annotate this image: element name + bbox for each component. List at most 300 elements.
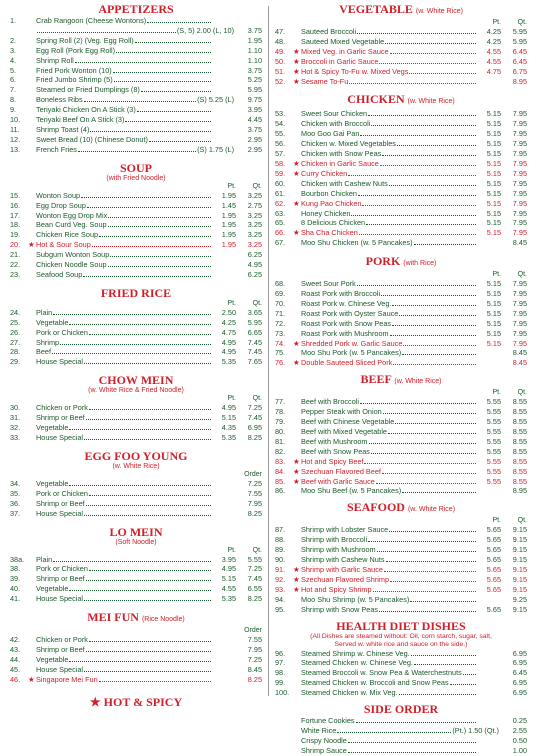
menu-item <box>10 230 262 240</box>
menu-item <box>275 668 527 678</box>
menu-item <box>275 555 527 565</box>
menu-item <box>10 655 262 665</box>
item-price-qt: 5.95 <box>247 85 262 95</box>
menu-item <box>10 433 262 443</box>
menu-item <box>275 688 527 698</box>
leader-dots <box>351 214 476 216</box>
item-number: 38a. <box>10 554 25 564</box>
item-number: 68. <box>275 279 286 289</box>
item-price-qt: 7.45 <box>247 574 262 584</box>
item-name: Singapore Mei Fun <box>36 674 98 684</box>
item-price-qt: 7.45 <box>247 413 262 423</box>
item-name: Sweet Sour Pork <box>301 279 356 289</box>
item-price-pt: 5.15 <box>486 308 501 318</box>
leader-dots <box>376 482 476 484</box>
leader-dots <box>87 206 211 208</box>
item-price-pt: 5.35 <box>221 594 236 604</box>
item-number: 22. <box>10 260 21 270</box>
price-header-pt: Pt. <box>492 271 501 279</box>
item-price-qt: 8.55 <box>512 436 527 446</box>
menu-item <box>10 46 262 56</box>
leader-dots <box>89 333 211 335</box>
leader-dots <box>373 590 476 592</box>
item-price-pt: 5.55 <box>486 436 501 446</box>
item-number: 94. <box>275 594 286 604</box>
item-number: 86. <box>275 486 286 496</box>
item-name: Sha Cha Chicken <box>301 228 358 238</box>
leader-dots <box>114 80 211 82</box>
item-price-pt: 4.95 <box>221 564 236 574</box>
leader-dots <box>366 223 476 225</box>
item-price-pt: 5.15 <box>486 218 501 228</box>
price-header-qt: Qt. <box>252 395 262 403</box>
item-price-qt: 7.95 <box>512 279 527 289</box>
section-title <box>10 2 262 16</box>
leader-dots <box>113 71 211 73</box>
spicy-star-icon: ★ <box>28 240 35 250</box>
section-title-text: EGG FOO YOUNG <box>84 448 188 463</box>
item-name: Beef with Mixed Vegetable <box>301 427 387 436</box>
item-name: Beef <box>36 347 52 357</box>
item-price-pt: 4.55 <box>221 584 236 594</box>
item-name: Moo Shu Shrimp (w. 5 Pancakes) <box>301 594 410 604</box>
item-name: Pork or Chicken <box>36 564 88 574</box>
item-price-qt: 8.95 <box>512 76 527 86</box>
section-title-text: FRIED RICE <box>100 285 172 300</box>
item-name: Roast Pork with Oyster Sauce <box>301 308 399 318</box>
item-name: Steamed Broccoli w. Snow Pea & Waterchestnuts <box>301 668 462 678</box>
item-name: Vegetable <box>36 423 69 433</box>
item-price-pt: 5.15 <box>486 289 501 299</box>
menu-item <box>275 339 527 349</box>
item-name: Fried Jumbo Shrimp (5) <box>36 75 113 85</box>
menu-item <box>275 299 527 309</box>
leader-dots <box>69 660 211 662</box>
item-number: 77. <box>275 397 286 407</box>
item-name: Double Sauteed Sliced Pork <box>301 358 393 368</box>
item-name: Chicken or Pork <box>36 403 88 413</box>
item-name: Broccoli in Garlic Sauce <box>301 56 379 66</box>
menu-item <box>10 635 262 645</box>
section-title-note: (w. White Rice) <box>407 98 455 106</box>
item-number: 84. <box>275 466 286 476</box>
section-title <box>10 610 262 627</box>
item-price-pt: 5.15 <box>486 119 501 129</box>
item-number: 92. <box>275 574 286 584</box>
item-number: 100. <box>275 688 290 698</box>
section-title <box>275 500 527 517</box>
item-price-pt: 1.95 <box>221 210 236 220</box>
item-name: Plain <box>36 307 53 317</box>
price-header <box>10 547 262 555</box>
item-name: House Special <box>36 508 84 518</box>
section-note: Served w. white rice and sauce on the side.) <box>334 640 468 648</box>
leader-dots <box>81 196 211 198</box>
menu-item <box>10 66 262 76</box>
item-number: 54. <box>275 119 286 129</box>
menu-item <box>275 575 527 585</box>
item-price-qt: 7.95 <box>512 129 527 139</box>
leader-dots <box>89 569 211 571</box>
menu-item <box>275 407 527 417</box>
leader-dots <box>53 313 211 315</box>
item-price-qt: 7.95 <box>512 109 527 119</box>
item-price-pt: 1.45 <box>221 200 236 210</box>
menu-item <box>275 437 527 447</box>
menu-section-lomein <box>10 525 262 605</box>
leader-dots <box>368 114 476 116</box>
price-header <box>275 389 527 397</box>
item-number: 57. <box>275 149 286 159</box>
item-name: Shrimp <box>36 337 60 347</box>
item-price-qt: 7.95 <box>512 298 527 308</box>
item-name: Wonton Soup <box>36 190 81 200</box>
menu-item <box>10 135 262 145</box>
item-price-qt: 9.15 <box>512 584 527 594</box>
leader-dots <box>69 428 211 430</box>
menu-item <box>275 427 527 437</box>
item-name: Hot & Spicy To-Fu w. Mixed Vegs <box>301 66 409 76</box>
leader-dots <box>364 462 476 464</box>
item-price-qt: 7.55 <box>247 488 262 498</box>
item-price-qt: 8.55 <box>512 466 527 476</box>
spicy-star-icon: ★ <box>293 456 300 466</box>
section-title-note: (w. White Rice) <box>415 8 463 15</box>
item-number: 16. <box>10 200 21 210</box>
item-name: Chicken with Snow Peas <box>301 149 382 159</box>
price-header-pt: Pt. <box>492 19 501 26</box>
item-name: Steamed Shrimp w. Chinese Veg. <box>301 648 410 658</box>
item-price-qt: 8.55 <box>512 417 527 427</box>
item-number: 85. <box>275 476 286 486</box>
item-price-qt: 7.45 <box>247 337 262 347</box>
leader-dots <box>78 150 196 152</box>
item-number: 12. <box>10 134 21 144</box>
leader-dots <box>337 731 451 733</box>
leader-dots <box>69 484 211 486</box>
item-price-pt: 5.15 <box>486 228 501 238</box>
leader-dots <box>393 363 476 365</box>
menu-right-column <box>275 0 527 756</box>
item-price-qt: 7.95 <box>247 498 262 508</box>
leader-dots <box>381 294 476 296</box>
item-price-qt: 3.75 <box>247 65 262 75</box>
price-header-qt: Qt. <box>517 271 527 279</box>
item-number: 29. <box>10 357 21 367</box>
menu-item <box>275 159 527 169</box>
menu-item <box>10 328 262 338</box>
item-name: Steamed Chicken w. Broccoli and Snow Peas <box>301 678 449 688</box>
menu-item <box>275 467 527 477</box>
menu-item <box>275 129 527 139</box>
item-price-qt: 5.25 <box>247 75 262 85</box>
leader-dots <box>463 673 476 675</box>
item-price-qt: 7.95 <box>512 318 527 328</box>
menu-item <box>10 308 262 318</box>
leader-dots <box>37 31 176 33</box>
item-name: Chicken with Cashew Nuts <box>301 178 388 188</box>
item-name: Hot and Spicy Beef <box>301 456 364 466</box>
item-name: Vegetable <box>36 317 69 327</box>
leader-dots <box>86 579 211 581</box>
leader-dots <box>409 72 476 74</box>
item-price-qt: 7.25 <box>247 478 262 488</box>
leader-dots <box>371 124 476 126</box>
spicy-star-icon: ★ <box>293 46 300 56</box>
leader-dots <box>402 491 476 493</box>
item-name: Moo Shu Beef (w. 5 Pancakes) <box>301 486 402 496</box>
menu-item <box>10 16 262 26</box>
section-title-text: SEAFOOD <box>346 500 405 515</box>
menu-item <box>10 191 262 201</box>
item-price-qt: 3.25 <box>247 210 262 220</box>
section-title-text: HEALTH DIET DISHES <box>336 618 466 633</box>
item-name: Beef with Garlic Sauce <box>301 476 375 486</box>
item-name: Shrimp Roll <box>36 55 74 65</box>
section-title <box>10 161 262 175</box>
menu-section-health <box>275 619 527 699</box>
price-header-qt: Qt. <box>517 19 527 26</box>
item-price-qt: 7.25 <box>247 564 262 574</box>
leader-dots <box>362 204 476 206</box>
leader-dots <box>379 610 476 612</box>
item-price-qt: 7.25 <box>247 654 262 664</box>
item-price-qt: 6.95 <box>247 423 262 433</box>
item-price-qt: 7.95 <box>512 119 527 129</box>
leader-dots <box>399 693 476 695</box>
item-number: 9. <box>10 105 17 115</box>
item-price-pt: 5.15 <box>486 139 501 149</box>
item-number: 43. <box>10 644 21 654</box>
item-number: 79. <box>275 417 286 427</box>
item-price-qt: 5.95 <box>512 27 527 36</box>
leader-dots <box>414 663 476 665</box>
menu-item <box>10 318 262 328</box>
leader-dots <box>386 560 476 562</box>
leader-dots <box>397 144 476 146</box>
item-number: 37. <box>10 508 21 518</box>
item-price-qt: 9.15 <box>512 574 527 584</box>
item-price-pt: 5.15 <box>486 298 501 308</box>
menu-section-beef <box>275 372 527 496</box>
item-price-pt: 1.95 <box>221 190 236 200</box>
item-name: Vegetable <box>36 478 69 488</box>
menu-section-friedrice <box>10 286 262 367</box>
menu-item <box>275 358 527 368</box>
item-price-qt: 0.50 <box>512 735 527 745</box>
item-price-qt: 2.95 <box>247 144 262 154</box>
leader-dots <box>348 741 476 743</box>
item-price-pt: 5.55 <box>486 476 501 486</box>
item-name: Beef with Broccoli <box>301 397 359 407</box>
item-price-pt: 1.95 <box>221 240 236 250</box>
leader-dots <box>348 174 476 176</box>
leader-dots <box>357 32 476 34</box>
item-name: Sweet Bread (10) (Chinese Donut) <box>36 134 148 144</box>
item-price-qt: 8.55 <box>512 427 527 436</box>
item-price-qt: 7.95 <box>512 289 527 299</box>
item-name: Subgum Wonton Soup <box>36 250 110 260</box>
menu-item <box>275 329 527 339</box>
menu-item <box>10 145 262 155</box>
item-price-qt: 7.95 <box>512 139 527 149</box>
spicy-star-icon: ★ <box>293 564 300 574</box>
item-number: 26. <box>10 327 21 337</box>
leader-dots <box>84 514 211 516</box>
menu-item <box>10 250 262 260</box>
item-price-qt: 7.55 <box>247 635 262 645</box>
item-price-pt: (Pt.) 1.50 (Qt.) <box>452 725 499 735</box>
leader-dots <box>84 599 211 601</box>
item-price-qt: 2.75 <box>247 200 262 210</box>
item-number: 21. <box>10 250 21 260</box>
item-price-pt: 5.65 <box>486 574 501 584</box>
menu-item <box>10 509 262 519</box>
item-number: 51. <box>275 66 286 76</box>
item-price-pt: (S) 5.25 (L) <box>197 95 234 105</box>
item-price-qt: 8.25 <box>247 508 262 518</box>
item-number: 1. <box>10 16 17 25</box>
menu-item <box>275 565 527 575</box>
leader-dots <box>84 438 211 440</box>
item-price-qt: 8.55 <box>512 456 527 466</box>
item-name: Hot and Spicy Shrimp <box>301 584 372 594</box>
item-number: 10. <box>10 115 21 125</box>
item-price-qt: 8.25 <box>247 594 262 604</box>
leader-dots <box>69 589 211 591</box>
item-price-qt: 6.95 <box>512 658 527 668</box>
menu-item <box>10 201 262 211</box>
menu-item <box>10 211 262 221</box>
item-price-qt: 7.95 <box>512 158 527 168</box>
price-header-pt: Pt. <box>227 182 236 190</box>
item-number: 87. <box>275 525 286 535</box>
item-name: Spring Roll (2) (Veg. Egg Roll) <box>36 35 134 45</box>
leader-dots <box>86 418 211 420</box>
item-number: 55. <box>275 129 286 139</box>
item-name: Fortune Cookies <box>301 716 355 726</box>
menu-item <box>10 220 262 230</box>
item-price-qt: 3.25 <box>247 230 262 240</box>
item-price-pt: 5.15 <box>486 328 501 338</box>
item-price-qt: 7.95 <box>512 308 527 318</box>
item-price-pt: 5.15 <box>486 208 501 218</box>
leader-dots <box>385 42 476 44</box>
item-price-qt: 8.55 <box>512 446 527 456</box>
menu-item <box>275 199 527 209</box>
item-name: Moo Shu Pork (w. 5 Pancakes) <box>301 348 402 358</box>
item-number: 11. <box>10 124 20 134</box>
item-name: Szechuan Flavored Shrimp <box>301 574 390 584</box>
item-price-pt: 5.55 <box>486 466 501 476</box>
menu-item <box>10 403 262 413</box>
item-price-qt: 2.55 <box>512 725 527 735</box>
spicy-star-icon: ★ <box>293 168 300 178</box>
item-price-pt: (S, 5) 2.00 (L, 10) <box>176 25 234 35</box>
menu-item <box>10 594 262 604</box>
menu-item <box>275 179 527 189</box>
leader-dots <box>84 670 211 672</box>
item-price-qt: 9.15 <box>512 525 527 535</box>
item-number: 5. <box>10 65 17 75</box>
item-number: 46. <box>10 674 21 684</box>
item-price-qt: 7.95 <box>512 168 527 178</box>
leader-dots <box>141 90 211 92</box>
item-name: Teriyaki Chicken On A Stick (3) <box>36 105 136 115</box>
item-number: 62. <box>275 198 286 208</box>
item-number: 24. <box>10 307 21 317</box>
menu-item <box>275 746 527 756</box>
item-number: 25. <box>10 317 21 327</box>
menu-section-appetizers <box>10 2 262 155</box>
menu-item <box>275 525 527 535</box>
price-header-qt: Qt. <box>252 299 262 307</box>
item-price-qt: 6.25 <box>247 269 262 279</box>
item-name: Egg Drop Soup <box>36 200 86 210</box>
item-price-qt: 3.95 <box>247 105 262 115</box>
section-title-text: APPETIZERS <box>98 2 174 16</box>
menu-item <box>275 678 527 688</box>
item-number: 15. <box>10 190 21 200</box>
item-number: 75. <box>275 348 286 358</box>
item-price-qt: 8.55 <box>512 397 527 407</box>
item-price-qt: 8.45 <box>512 348 527 358</box>
item-name: Shrimp or Beef <box>36 498 85 508</box>
item-number: 2. <box>10 35 17 45</box>
item-number: 48. <box>275 36 286 46</box>
section-subtitle: (with Fried Noodle) <box>106 174 166 182</box>
menu-item <box>10 85 262 95</box>
menu-item <box>275 139 527 149</box>
item-number: 56. <box>275 139 286 149</box>
item-price-qt: 8.45 <box>247 664 262 674</box>
menu-section-pork <box>275 254 527 368</box>
leader-dots <box>357 284 476 286</box>
price-header-qt: Qt. <box>517 517 527 525</box>
leader-dots <box>389 530 476 532</box>
item-price-qt: 5.55 <box>247 554 262 564</box>
leader-dots <box>382 472 476 474</box>
item-price-qt: 7.65 <box>247 357 262 367</box>
item-price-pt: 5.65 <box>486 604 501 614</box>
item-price-pt: 5.15 <box>221 413 236 423</box>
item-number: 38. <box>10 564 21 574</box>
item-price-qt: 7.95 <box>512 338 527 348</box>
item-price-pt: 5.15 <box>486 158 501 168</box>
item-price-pt: 5.55 <box>486 407 501 417</box>
price-header-pt <box>210 471 236 479</box>
item-name: Roast Pork with Snow Peas <box>301 318 392 328</box>
item-name: Sauteed Broccoli <box>301 27 357 36</box>
leader-dots <box>75 61 211 63</box>
item-number: 99. <box>275 678 286 688</box>
item-number: 35. <box>10 488 21 498</box>
item-number: 42. <box>10 635 21 645</box>
leader-dots <box>69 323 211 325</box>
menu-item <box>275 457 527 467</box>
item-price-pt: 5.15 <box>486 109 501 119</box>
item-price-qt: 6.45 <box>512 46 527 56</box>
item-number: 19. <box>10 230 21 240</box>
menu-item <box>275 37 527 47</box>
item-price-pt: 5.55 <box>486 427 501 436</box>
item-name: Steamed Chicken w. Chinese Veg. <box>301 658 413 668</box>
leader-dots <box>108 265 211 267</box>
leader-dots <box>389 184 476 186</box>
column-divider <box>268 6 269 696</box>
section-title-text: BEEF <box>360 372 392 387</box>
item-price-pt: 5.15 <box>486 149 501 159</box>
